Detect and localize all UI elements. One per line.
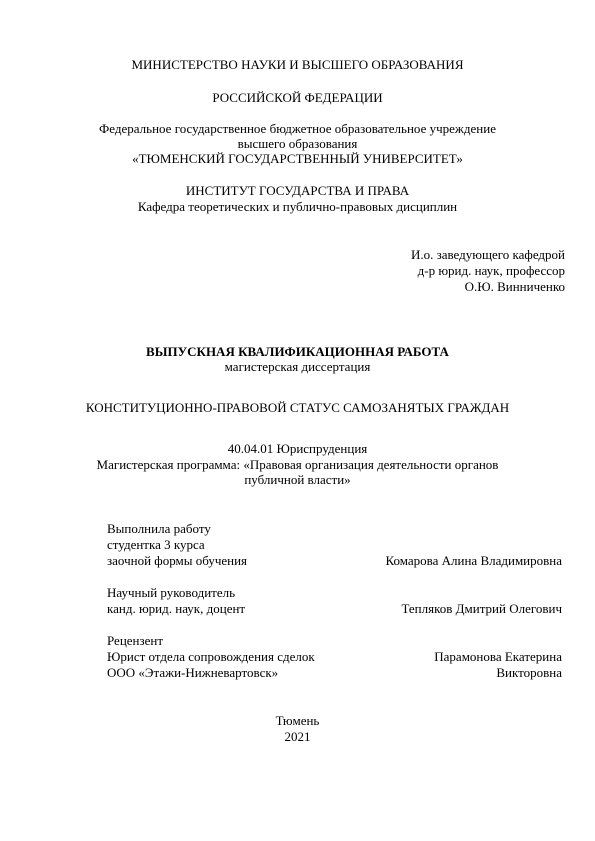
author-label-3: заочной формы обучения <box>107 553 248 568</box>
reviewer-row-2 <box>107 665 562 681</box>
specialty-code: 40.04.01 Юриспруденция <box>227 441 368 456</box>
institution-line-2: высшего образования <box>237 136 358 151</box>
author-label-1: Выполнила работу <box>107 521 211 536</box>
supervisor-label-1: Научный руководитель <box>107 585 236 600</box>
program-line-2: публичной власти» <box>244 472 351 487</box>
reviewer-label-3: ООО «Этажи-Нижневартовск» <box>107 665 279 680</box>
author-row <box>107 553 562 569</box>
program-line-1: Магистерская программа: «Правовая организация деятельности органов <box>96 457 499 472</box>
institute-name: ИНСТИТУТ ГОСУДАРСТВА И ПРАВА <box>185 183 410 198</box>
ministry-line-2: РОССИЙСКОЙ ФЕДЕРАЦИИ <box>212 90 383 105</box>
approval-line-1: И.о. заведующего кафедрой <box>410 247 565 262</box>
university-name: «ТЮМЕНСКИЙ ГОСУДАРСТВЕННЫЙ УНИВЕРСИТЕТ» <box>132 151 463 166</box>
reviewer-row-1 <box>107 649 562 665</box>
supervisor-label-2: канд. юрид. наук, доцент <box>107 601 246 616</box>
supervisor-row <box>107 601 562 617</box>
department-name: Кафедра теоретических и публично-правовых дисциплин <box>137 199 458 214</box>
city: Тюмень <box>275 713 320 728</box>
author-label-2: студентка 3 курса <box>107 537 205 552</box>
approval-line-3: О.Ю. Винниченко <box>464 279 565 294</box>
year: 2021 <box>284 729 311 744</box>
approval-line-2: д-р юрид. наук, профессор <box>417 263 565 278</box>
work-type: ВЫПУСКНАЯ КВАЛИФИКАЦИОННАЯ РАБОТА <box>146 344 449 359</box>
reviewer-name-line-1: Парамонова Екатерина <box>434 649 562 664</box>
reviewer-label-1: Рецензент <box>107 633 164 648</box>
ministry-line-1: МИНИСТЕРСТВО НАУКИ И ВЫСШЕГО ОБРАЗОВАНИЯ <box>131 57 464 72</box>
supervisor-name: Тепляков Дмитрий Олегович <box>401 601 562 616</box>
reviewer-name-line-2: Викторовна <box>496 665 562 680</box>
work-subtype: магистерская диссертация <box>224 359 371 374</box>
institution-line-1: Федеральное государственное бюджетное образовательное учреждение <box>99 121 496 136</box>
author-name: Комарова Алина Владимировна <box>385 553 562 568</box>
work-title: КОНСТИТУЦИОННО-ПРАВОВОЙ СТАТУС САМОЗАНЯТЫХ ГРАЖДАН <box>85 400 510 415</box>
reviewer-label-2: Юрист отдела сопровождения сделок <box>107 649 315 664</box>
